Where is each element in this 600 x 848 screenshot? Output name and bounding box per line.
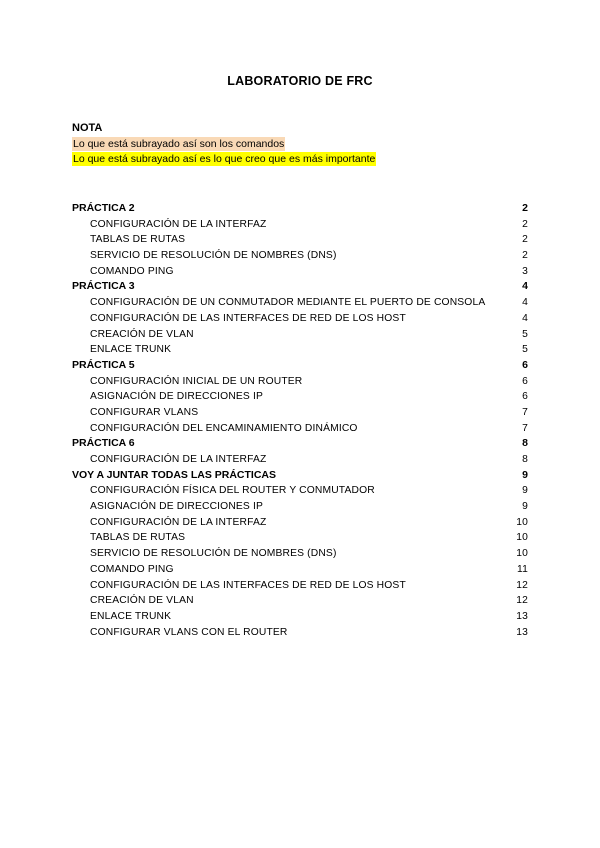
toc-entry-page-number: 9 bbox=[522, 468, 528, 481]
note-line-important: Lo que está subrayado así es lo que creo que es más importante bbox=[73, 153, 376, 165]
toc-entry-page-number: 4 bbox=[522, 297, 528, 309]
toc-subsection-entry[interactable] bbox=[72, 546, 528, 562]
toc-entry-label: ENLACE TRUNK bbox=[90, 610, 172, 622]
toc-entry-page-number: 2 bbox=[522, 250, 528, 262]
toc-subsection-entry[interactable] bbox=[72, 421, 528, 437]
toc-subsection-entry[interactable] bbox=[72, 248, 528, 264]
toc-entry-page-number: 6 bbox=[522, 391, 528, 403]
toc-entry-page-number: 6 bbox=[522, 375, 528, 387]
toc-entry-label: PRÁCTICA 6 bbox=[72, 437, 135, 450]
toc-subsection-entry[interactable] bbox=[72, 625, 528, 641]
toc-entry-page-number: 10 bbox=[516, 516, 528, 528]
toc-entry-page-number: 13 bbox=[516, 610, 528, 622]
toc-entry-page-number: 4 bbox=[522, 280, 528, 293]
toc-subsection-entry[interactable] bbox=[72, 499, 528, 515]
toc-subsection-entry[interactable] bbox=[72, 515, 528, 531]
toc-entry-label: CONFIGURACIÓN DE LA INTERFAZ bbox=[90, 516, 267, 528]
toc-entry-label: CONFIGURACIÓN FÍSICA DEL ROUTER Y CONMUTADOR bbox=[90, 485, 375, 497]
toc-entry-label: SERVICIO DE RESOLUCIÓN DE NOMBRES (DNS) bbox=[90, 548, 337, 560]
toc-entry-page-number: 7 bbox=[522, 406, 528, 418]
toc-entry-page-number: 2 bbox=[522, 202, 528, 214]
toc-subsection-entry[interactable] bbox=[72, 405, 528, 421]
toc-entry-label: CONFIGURACIÓN INICIAL DE UN ROUTER bbox=[90, 375, 303, 387]
toc-entry-page-number: 7 bbox=[522, 422, 528, 434]
toc-entry-label: CONFIGURACIÓN DE LAS INTERFACES DE RED DE LOS HOST bbox=[90, 312, 406, 324]
toc-entry-label: CONFIGURACIÓN DEL ENCAMINAMIENTO DINÁMICO bbox=[90, 422, 358, 434]
toc-entry-label: PRÁCTICA 2 bbox=[72, 202, 135, 214]
toc-entry-label: TABLAS DE RUTAS bbox=[90, 234, 186, 246]
toc-section-entry[interactable] bbox=[72, 201, 528, 217]
toc-entry-label: CONFIGURAR VLANS CON EL ROUTER bbox=[90, 626, 288, 638]
toc-subsection-entry[interactable] bbox=[72, 342, 528, 358]
toc-subsection-entry[interactable] bbox=[72, 562, 528, 578]
toc-entry-page-number: 5 bbox=[522, 344, 528, 356]
toc-section-entry[interactable] bbox=[72, 279, 528, 295]
toc-entry-page-number: 8 bbox=[522, 437, 528, 450]
toc-subsection-entry[interactable] bbox=[72, 374, 528, 390]
toc-entry-page-number: 8 bbox=[522, 454, 528, 465]
toc-subsection-entry[interactable] bbox=[72, 217, 528, 233]
toc-subsection-entry[interactable] bbox=[72, 327, 528, 343]
toc-entry-label: ASIGNACIÓN DE DIRECCIONES IP bbox=[90, 391, 263, 403]
toc-subsection-entry[interactable] bbox=[72, 452, 528, 468]
toc-subsection-entry[interactable] bbox=[72, 311, 528, 327]
document-title: LABORATORIO DE FRC bbox=[227, 74, 373, 88]
toc-entry-page-number: 3 bbox=[522, 265, 528, 277]
toc-subsection-entry[interactable] bbox=[72, 609, 528, 625]
toc-entry-label: PRÁCTICA 3 bbox=[72, 280, 135, 293]
toc-entry-page-number: 10 bbox=[516, 532, 528, 544]
toc-entry-label: CONFIGURACIÓN DE LAS INTERFACES DE RED DE LOS HOST bbox=[90, 579, 406, 591]
toc-section-entry[interactable] bbox=[72, 436, 528, 452]
toc-entry-label: VOY A JUNTAR TODAS LAS PRÁCTICAS bbox=[72, 468, 276, 481]
note-heading: NOTA bbox=[72, 122, 103, 134]
toc-entry-label: CONFIGURAR VLANS bbox=[90, 406, 199, 418]
toc-entry-label: COMANDO PING bbox=[90, 563, 174, 575]
toc-entry-label: SERVICIO DE RESOLUCIÓN DE NOMBRES (DNS) bbox=[90, 250, 337, 262]
toc-entry-label: PRÁCTICA 5 bbox=[72, 358, 135, 371]
toc-subsection-entry[interactable] bbox=[72, 483, 528, 499]
toc-entry-page-number: 4 bbox=[522, 312, 528, 324]
toc-entry-page-number: 13 bbox=[516, 626, 528, 638]
toc-entry-page-number: 10 bbox=[516, 548, 528, 560]
toc-entry-label: ASIGNACIÓN DE DIRECCIONES IP bbox=[90, 501, 263, 513]
toc-entry-label: ENLACE TRUNK bbox=[90, 344, 172, 356]
toc-entry-page-number: 12 bbox=[516, 579, 528, 591]
toc-entry-label: CREACIÓN DE VLAN bbox=[90, 595, 194, 607]
toc-entry-page-number: 6 bbox=[522, 358, 528, 371]
table-of-contents bbox=[72, 201, 528, 640]
note-line-commands: Lo que está subrayado así son los comandos bbox=[73, 138, 285, 150]
toc-subsection-entry[interactable] bbox=[72, 295, 528, 311]
toc-subsection-entry[interactable] bbox=[72, 264, 528, 280]
toc-entry-label: CONFIGURACIÓN DE LA INTERFAZ bbox=[90, 454, 267, 465]
toc-entry-page-number: 12 bbox=[516, 595, 528, 607]
toc-entry-label: CONFIGURACIÓN DE UN CONMUTADOR MEDIANTE EL PUERTO DE CONSOLA bbox=[90, 297, 486, 309]
toc-entry-label: CONFIGURACIÓN DE LA INTERFAZ bbox=[90, 218, 267, 230]
toc-entry-page-number: 5 bbox=[522, 328, 528, 340]
toc-entry-label: COMANDO PING bbox=[90, 265, 174, 277]
toc-section-entry[interactable] bbox=[72, 358, 528, 374]
toc-entry-page-number: 9 bbox=[522, 501, 528, 513]
toc-entry-page-number: 2 bbox=[522, 218, 528, 230]
toc-entry-page-number: 9 bbox=[522, 485, 528, 497]
toc-entry-label: CREACIÓN DE VLAN bbox=[90, 328, 194, 340]
toc-subsection-entry[interactable] bbox=[72, 578, 528, 594]
toc-section-entry[interactable] bbox=[72, 468, 528, 484]
toc-entry-page-number: 11 bbox=[517, 563, 528, 575]
toc-entry-label: TABLAS DE RUTAS bbox=[90, 532, 186, 544]
toc-entry-page-number: 2 bbox=[522, 234, 528, 246]
toc-subsection-entry[interactable] bbox=[72, 593, 528, 609]
toc-subsection-entry[interactable] bbox=[72, 232, 528, 248]
toc-subsection-entry[interactable] bbox=[72, 530, 528, 546]
toc-subsection-entry[interactable] bbox=[72, 389, 528, 405]
